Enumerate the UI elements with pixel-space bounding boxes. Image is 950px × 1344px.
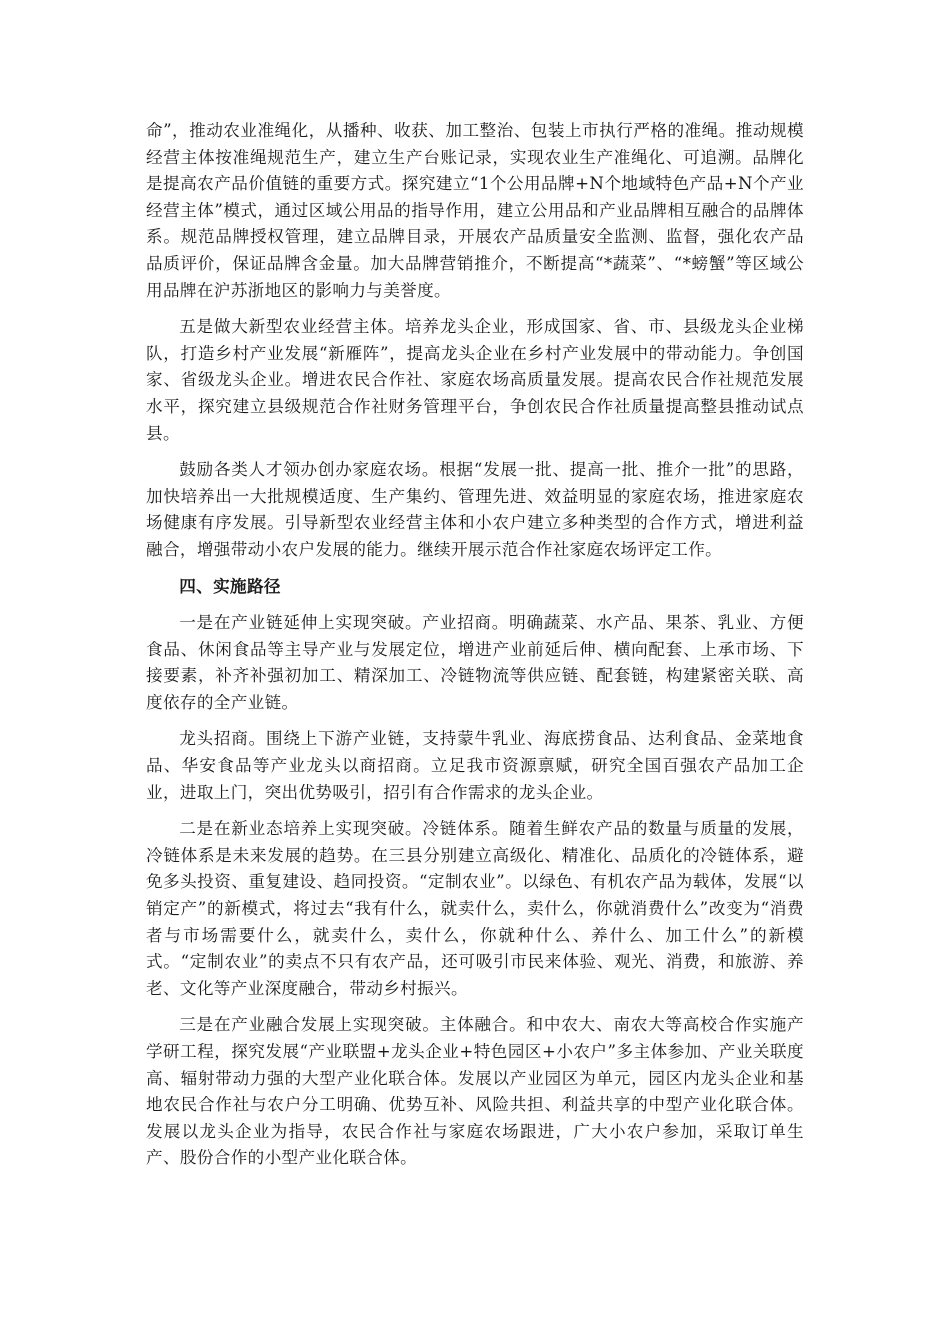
paragraph-leading-enterprise-investment: 龙头招商。围绕上下游产业链，支持蒙牛乳业、海底捞食品、达利食品、金菜地食品、华安食品等产业龙头以商招商。立足我市资源禀赋，研究全国百强农产品加工企业，进取上门，突出优势吸引，招引有合作需求的龙头企业。 [146,729,804,802]
paragraph-standardization-branding: 命”，推动农业准绳化，从播种、收获、加工整治、包装上市执行严格的准绳。推动规模经营主体按准绳规范生产，建立生产台账记录，实现农业生产准绳化、可追溯。品牌化是提高农产品价值链的重要方式。探究建立“1个公用品牌+N个地域特色产品+N个产业经营主体”模式，通过区域公用品的指导作用，建立公用品和产业品牌相互融合的品牌体系。规范品牌授权管理，建立品牌目录，开展农产品质量安全监测、监督，强化农产品品质评价，保证品牌含金量。加大品牌营销推介，不断提高“*蔬菜”、“*螃蟹”等区域公用品牌在沪苏浙地区的影响力与美誉度。 [146,121,804,300]
paragraph-industry-integration: 三是在产业融合发展上实现突破。主体融合。和中农大、南农大等高校合作实施产学研工程，探究发展“产业联盟+龙头企业+特色园区+小农户”多主体参加、产业关联度高、辐射带动力强的大型产业化联合体。发展以产业园区为单元，园区内龙头企业和基地农民合作社与农户分工明确、优势互补、风险共担、利益共享的中型产业化联合体。发展以龙头企业为指导，农民合作社与家庭农场跟进，广大小农户参加，采取订单生产、股份合作的小型产业化联合体。 [146,1015,804,1168]
paragraph-new-business-forms: 二是在新业态培养上实现突破。冷链体系。随着生鲜农产品的数量与质量的发展，冷链体系是未来发展的趋势。在三县分别建立高级化、精准化、品质化的冷链体系，避免多头投资、重复建设、趋同投资。“定制农业”。以绿色、有机农产品为载体，发展“以销定产”的新模式，将过去“我有什么，就卖什么，卖什么，你就消费什么”改变为“消费者与市场需要什么，就卖什么，卖什么，你就种什么、养什么、加工什么”的新模式。“定制农业”的卖点不只有农产品，还可吸引市民来体验、观光、消费，和旅游、养老、文化等产业深度融合，带动乡村振兴。 [146,819,804,998]
document-page [146,118,804,1182]
paragraph-family-farms: 鼓励各类人才领办创办家庭农场。根据“发展一批、提高一批、推介一批”的思路，加快培养出一大批规模适度、生产集约、管理先进、效益明显的家庭农场，推进家庭农场健康有序发展。引导新型农业经营主体和小农户建立多种类型的合作方式，增进利益融合，增强带动小农户发展的能力。继续开展示范合作社家庭农场评定工作。 [146,460,804,559]
section-heading-implementation-path: 四、实施路径 [179,576,281,596]
paragraph-industry-chain: 一是在产业链延伸上实现突破。产业招商。明确蔬菜、水产品、果茶、乳业、方便食品、休闲食品等主导产业与发展定位，增进产业前延后伸、横向配套、上承市场、下接要素，补齐补强初加工、精深加工、冷链物流等供应链、配套链，构建紧密关联、高度依存的全产业链。 [146,613,804,712]
paragraph-new-business-entities: 五是做大新型农业经营主体。培养龙头企业，形成国家、省、市、县级龙头企业梯队，打造乡村产业发展“新雁阵”，提高龙头企业在乡村产业发展中的带动能力。争创国家、省级龙头企业。增进农民合作社、家庭农场高质量发展。提高农民合作社规范发展水平，探究建立县级规范合作社财务管理平台，争创农民合作社质量提高整县推动试点县。 [146,317,804,443]
